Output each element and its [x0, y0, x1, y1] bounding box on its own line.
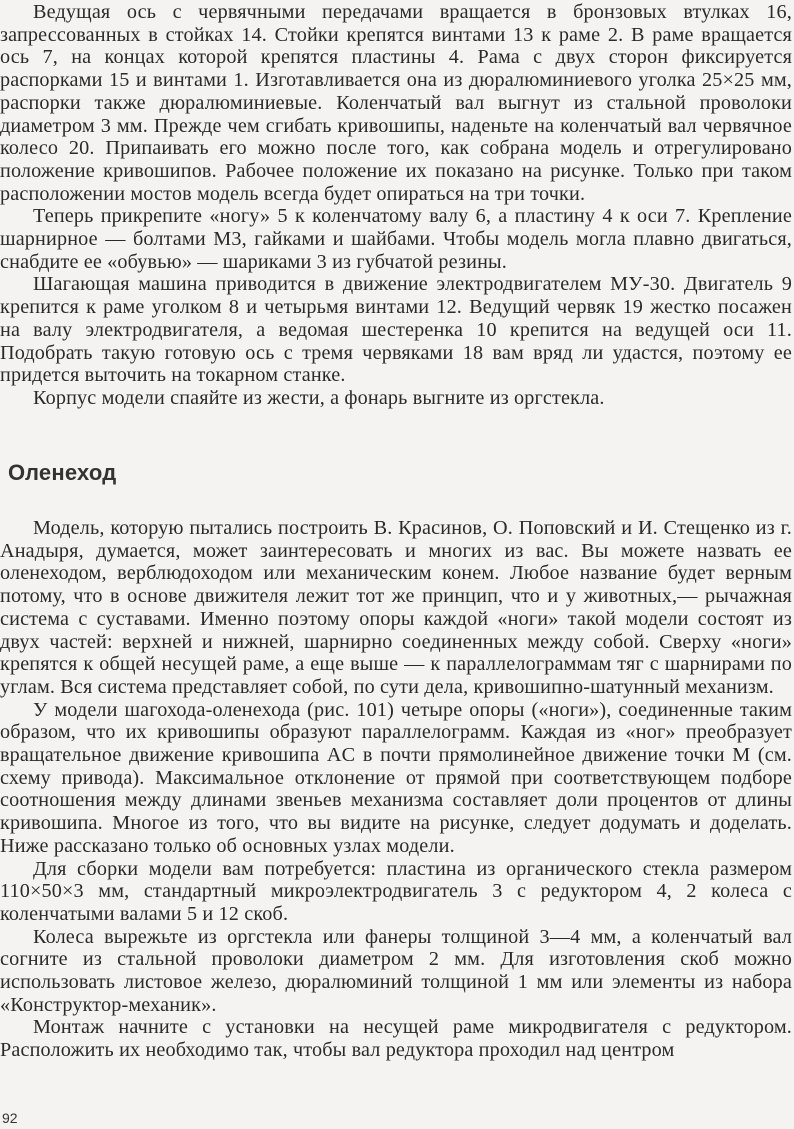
paragraph	[0, 1016, 792, 1061]
paragraph-text: Монтаж начните с установки на несущей раме микродвигателя с редуктором. Расположить их необходимо так, чтобы вал редуктора проходил над центром	[0, 1016, 792, 1062]
paragraph-text: Шагающая машина приводится в движение электродвигателем МУ-30. Двигатель 9 крепится к раме уголком 8 и четырьмя винтами 12. Ведущий червяк 19 жестко посажен на валу электродвигателя, а ведомая шестеренка 10 крепится на ведущей оси 11. Подобрать такую готовую ось с тремя червяками 18 вам вряд ли удастся, поэтому ее придется выточить на токарном станке.	[0, 273, 792, 387]
paragraph	[0, 273, 792, 387]
paragraph-text: У модели шагохода-оленехода (рис. 101) четыре опоры («ноги»), соединенные таким образом, что их кривошипы образуют параллелограмм. Каждая из «ног» преобразует вращательное движение кривошипа AC в почти прямолинейное движение точки M (см. схему привода). Максимальное отклонение от прямой при соответствующем подборе соотношения между длинами звеньев механизма составляет доли процентов от длины кривошипа. Многое из того, что вы видите на рисунке, следует додумать и доделать. Ниже рассказано только об основных узлах модели.	[0, 698, 792, 857]
paragraph-text: Ведущая ось с червячными передачами вращается в бронзовых втулках 16, запрессованных в стойках 14. Стойки крепятся винтами 13 к раме 2. В раме вращается ось 7, на концах которой крепятся пластины 4. Рама с двух сторон фиксируется распорками 15 и винтами 1. Изготавливается она из дюралюминиевого уголка 25×25 мм, распорки также дюралюминиевые. Коленчатый вал выгнут из стальной проволоки диаметром 3 мм. Прежде чем сгибать кривошипы, наденьте на коленчатый вал червячное колесо 20. Припаивать его можно после того, как собрана модель и отрегулировано положение кривошипов. Рабочее положение их показано на рисунке. Только при таком расположении мостов модель всегда будет опираться на три точки.	[0, 1, 792, 205]
page-number: 92	[2, 1110, 18, 1126]
paragraph	[0, 517, 792, 699]
paragraph-text: Корпус модели спаяйте из жести, а фонарь выгните из оргстекла.	[33, 386, 605, 409]
text-section-olenehod	[0, 517, 792, 1062]
paragraph	[0, 858, 792, 926]
text-section-top	[0, 1, 792, 410]
paragraph	[0, 205, 792, 273]
paragraph-text: Колеса вырежьте из оргстекла или фанеры толщиной 3—4 мм, а коленчатый вал согните из стальной проволоки диаметром 2 мм. Для изготовления скоб можно использовать листовое железо, дюралюминий толщиной 1 мм или элементы из набора «Конструктор-механик».	[0, 925, 792, 1016]
paragraph	[0, 926, 792, 1017]
paragraph-text: Для сборки модели вам потребуется: пластина из органического стекла размером 110×50×3 мм, стандартный микроэлектродвигатель 3 с редуктором 4, 2 колеса с коленчатыми валами 5 и 12 скоб.	[0, 857, 792, 925]
paragraph	[0, 699, 792, 858]
paragraph-text: Теперь прикрепите «ногу» 5 к коленчатому валу 6, а пластину 4 к оси 7. Крепление шарнирное — болтами М3, гайками и шайбами. Чтобы модель могла плавно двигаться, снабдите ее «обувью» — шариками 3 из губчатой резины.	[0, 205, 792, 273]
paragraph	[0, 387, 792, 410]
paragraph	[0, 1, 792, 205]
section-heading: Оленеход	[8, 460, 117, 485]
paragraph-text: Модель, которую пытались построить В. Красинов, О. Поповский и И. Стещенко из г. Анадыря, думается, может заинтересовать и многих из вас. Вы можете назвать ее оленеходом, верблюдоходом или механическим конем. Любое название будет верным потому, что в основе движителя лежит тот же принцип, что и у животных,— рычажная система с суставами. Именно поэтому опоры каждой «ноги» такой модели состоят из двух частей: верхней и нижней, шарнирно соединенных между собой. Сверху «ноги» крепятся к общей несущей раме, а еще выше — к параллелограммам тяг с шарнирами по углам. Вся система представляет собой, по сути дела, кривошипно-шатунный механизм.	[0, 517, 792, 698]
